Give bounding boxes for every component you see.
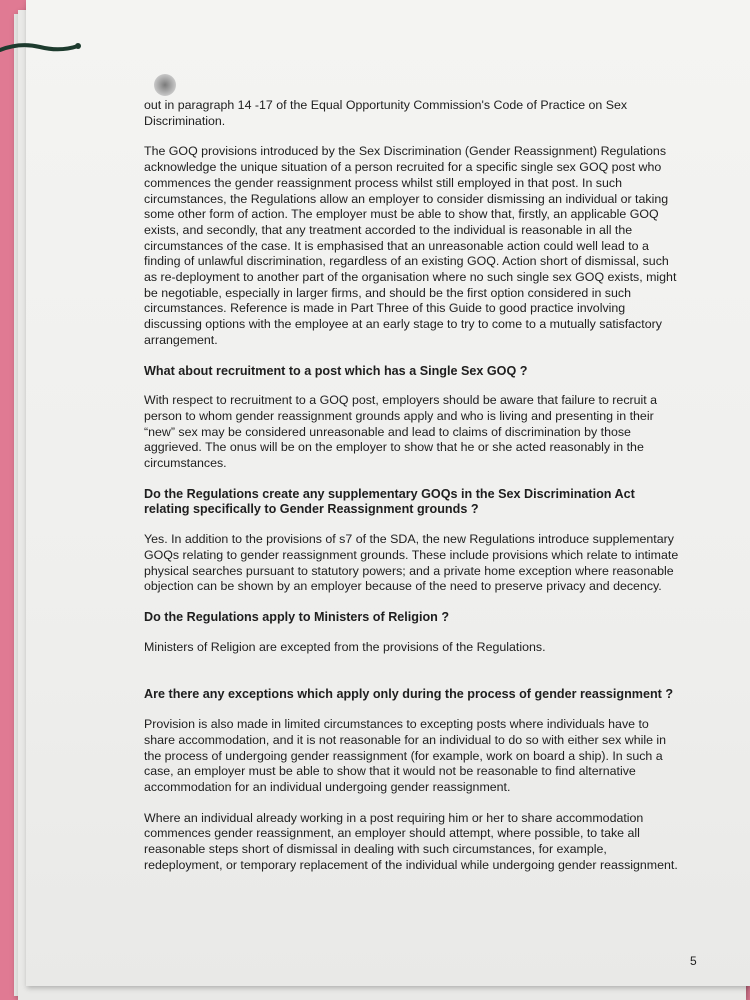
- document-body: [144, 98, 680, 888]
- paragraph: Yes. In addition to the provisions of s7 of the SDA, the new Regulations introduce supplementary GOQs relating to gender reassignment grounds. These include provisions which relate to intimate physical searches pursuant to statutory powers; and a private home exception where reasonable objection can be shown by an employer because of the need to preserve privacy and decency.: [144, 532, 679, 594]
- paragraph: The GOQ provisions introduced by the Sex Discrimination (Gender Reassignment) Regulations acknowledge the unique situation of a person recruited for a specific single sex GOQ post who commences the gender reassignment process whilst still employed in that post. In such circumstances, the Regulations allow an employer to consider dismissing an individual or taking some other form of action. The employer must be able to show that, firstly, an applicable GOQ exists, and secondly, that any treatment accorded to the individual is reasonable in all the circumstances of the case. It is emphasised that an unreasonable action could well lead to a finding of unlawful discrimination, regardless of an existing GOQ. Action short of dismissal, such as re-deployment to another part of the organisation where no such single sex GOQ exists, might be negotiable, especially in larger firms, and should be the first option considered in such circumstances. Reference is made in Part Three of this Guide to good practice involving discussing options with the employee at an early stage to try to come to a mutually satisfactory arrangement.: [144, 144, 677, 347]
- section-heading: Do the Regulations apply to Ministers of Religion ?: [144, 609, 450, 624]
- document-page: [26, 0, 750, 986]
- section-heading: What about recruitment to a post which has a Single Sex GOQ ?: [144, 363, 528, 378]
- section-heading: Are there any exceptions which apply only during the process of gender reassignment ?: [144, 687, 674, 702]
- page-number: 5: [690, 954, 697, 968]
- section-heading: Do the Regulations create any supplementary GOQs in the Sex Discrimination Act relating specifically to Gender Reassignment grounds ?: [144, 486, 635, 517]
- paragraph: out in paragraph 14 -17 of the Equal Opportunity Commission's Code of Practice on Sex Discrimination.: [144, 98, 628, 128]
- paragraph: Provision is also made in limited circumstances to excepting posts where individuals have to share accommodation, and it is not reasonable for an individual to do so with either sex while in the process of undergoing gender reassignment (for example, work on board a ship). In such a case, an employer must be able to show that it would not be reasonable to find alternative accommodation for an individual undergoing gender reassignment.: [144, 717, 667, 794]
- paragraph: Ministers of Religion are excepted from the provisions of the Regulations.: [144, 639, 546, 654]
- paragraph: With respect to recruitment to a GOQ post, employers should be aware that failure to recruit a person to whom gender reassignment grounds apply and who is living and presenting in their “new” sex may be considered unreasonable and lead to claims of discrimination by those aggrieved. The onus will be on the employer to show that he or she acted reasonably in the circumstances.: [144, 393, 658, 471]
- paragraph: Where an individual already working in a post requiring him or her to share accommodation commences gender reassignment, an employer should attempt, where possible, to take all reasonable steps short of dismissal in dealing with such circumstances, for example, redeployment, or temporary replacement of the individual while undergoing gender reassignment.: [144, 810, 678, 872]
- binding-string: [0, 38, 90, 58]
- punch-hole: [154, 74, 176, 96]
